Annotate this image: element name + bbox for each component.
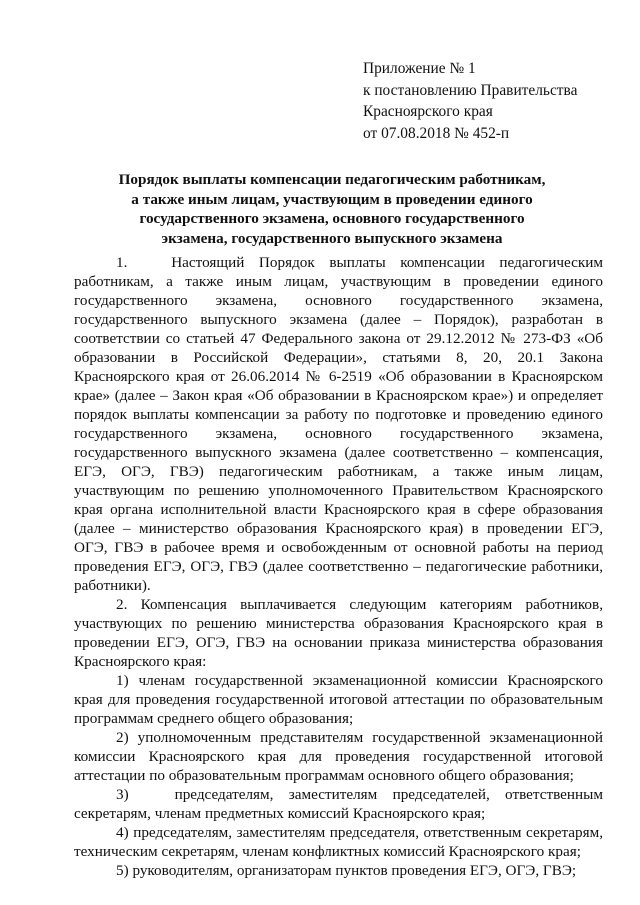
appendix-number: Приложение № 1 [363,60,476,77]
list-item-3: 3) председателям, заместителям председателей, ответственным секретарям, членам предметных комиссий Красноярского края; [74,786,603,822]
list-item-5: 5) руководителям, организаторам пунктов проведения ЕГЭ, ОГЭ, ГВЭ; [116,862,577,879]
appendix-date-number: от 07.08.2018 № 452-п [363,124,510,142]
list-item-2: 2) уполномоченным представителям государственной экзаменационной комиссии Красноярского края для проведения государственной итоговой аттестации по образовательным программам основного общего образования; [74,729,603,784]
paragraph-2: 2. Компенсация выплачивается следующим категориям работников, участвующих по решению министерства образования Красноярского края в проведении ЕГЭ, ОГЭ, ГВЭ на основании приказа министерства образования Красноярского края: [74,596,603,670]
appendix-resolution-ref: к постановлению Правительства [363,81,578,99]
list-item-4: 4) председателям, заместителям председателя, ответственным секретарям, техническим секретарям, членам конфликтных комиссий Красноярского края; [74,824,603,860]
paragraph-1: 1. Настоящий Порядок выплаты компенсации педагогическим работникам, а также иным лицам, участвующим в проведении единого государственного экзамена, основного государственного экзамена, государственного выпускного экзамена (далее – Порядок), разработан в соответствии со статьей 47 Федерального закона от 29.12.2012 № 273-ФЗ «Об образовании в Российской Федерации», статьями 8, 20, 20.1 Закона Красноярского края от 26.06.2014 № 6-2519 «Об образовании в Красноярском крае» (далее – Закон края «Об образовании в Красноярском крае») и определяет порядок выплаты компенсации за работу по подготовке и проведению единого государственного экзамена, основного государственного экзамена, государственного выпускного экзамена (далее соответственно – компенсация, ЕГЭ, ОГЭ, ГВЭ) педагогическим работникам, а также иным лицам, участвующим по решению уполномоченного Правительством Красноярского края органа исполнительной власти Красноярского края в сфере образования (далее – министерство образования Красноярского края) в проведении ЕГЭ, ОГЭ, ГВЭ в рабочее время и освобожденным от основной работы на период проведения ЕГЭ, ОГЭ, ГВЭ (далее соответственно – педагогические работники, работники). [74,254,603,594]
title-line-3: государственного экзамена, основного государственного [139,210,525,227]
title-line-2: а также иным лицам, участвующим в проведении единого [131,190,533,208]
document-body [74,253,603,880]
document-title [74,170,590,248]
appendix-header [363,58,577,144]
title-line-4: экзамена, государственного выпускного экзамена [161,229,503,247]
appendix-region: Красноярского края [363,103,493,120]
title-line-1: Порядок выплаты компенсации педагогическим работникам, [118,171,546,188]
list-item-1: 1) членам государственной экзаменационной комиссии Красноярского края для проведения государственной итоговой аттестации по образовательным программам среднего общего образования; [74,672,603,727]
